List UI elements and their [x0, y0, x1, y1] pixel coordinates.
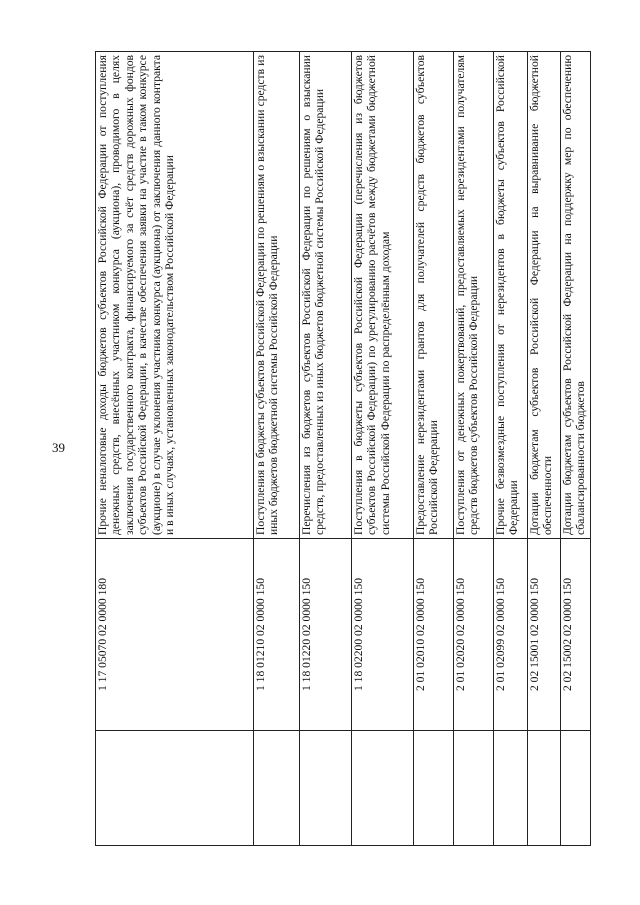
- table-row: [454, 52, 494, 846]
- table-row: [494, 52, 528, 846]
- description-cell: Предоставление нерезидентами грантов для получателей средств бюджетов субъектов Российской Федерации: [414, 52, 454, 539]
- code-cell: 1 18 01220 02 0000 150: [300, 539, 352, 731]
- table-row: [528, 52, 561, 846]
- rotated-table-content: [95, 51, 590, 846]
- description-cell: Поступления в бюджеты субъектов Российской Федерации (перечисления из бюджетов субъектов Российской Федерации) по урегулированию расчётов между бюджетами бюджетной системы Российской Федерации по распределённым доходам: [352, 52, 414, 539]
- table-row: [254, 52, 300, 846]
- code-cell: 1 17 05070 02 0000 180: [96, 539, 254, 731]
- description-cell: Прочие неналоговые доходы бюджетов субъектов Российской Федерации от поступления денежных средств, внесённых участником конкурса (аукциона), проводимого в целях заключения государственного контракта, финансируемого за счёт средств дорожных фондов субъектов Российской Федерации, в качестве обеспечения заявки на участие в таком конкурсе (аукционе) в случае уклонения участника конкурса (аукциона) от заключения данного контракта и в иных случаях, установленных законодательством Российской Федерации: [96, 52, 254, 539]
- table-row: [561, 52, 591, 846]
- empty-cell: [528, 731, 561, 846]
- empty-cell: [300, 731, 352, 846]
- description-cell: Перечисления из бюджетов субъектов Российской Федерации по решениям о взыскании средств, предоставленных из иных бюджетов бюджетной системы Российской Федерации: [300, 52, 352, 539]
- empty-cell: [414, 731, 454, 846]
- revenue-codes-table: [95, 51, 591, 846]
- empty-cell: [561, 731, 591, 846]
- rotated-table-wrapper: [95, 51, 590, 846]
- description-cell: Дотации бюджетам субъектов Российской Федерации на поддержку мер по обеспечению сбалансированности бюджетов: [561, 52, 591, 539]
- table-row: [300, 52, 352, 846]
- code-cell: 2 01 02099 02 0000 150: [494, 539, 528, 731]
- code-cell: 1 18 02200 02 0000 150: [352, 539, 414, 731]
- empty-cell: [352, 731, 414, 846]
- table-row: [414, 52, 454, 846]
- empty-cell: [254, 731, 300, 846]
- empty-cell: [96, 731, 254, 846]
- description-cell: Поступления от денежных пожертвований, предоставляемых нерезидентами получателям средств бюджетов субъектов Российской Федерации: [454, 52, 494, 539]
- description-cell: Дотации бюджетам субъектов Российской Федерации на выравнивание бюджетной обеспеченности: [528, 52, 561, 539]
- empty-cell: [454, 731, 494, 846]
- table-row: [96, 52, 254, 846]
- code-cell: 1 18 01210 02 0000 150: [254, 539, 300, 731]
- page-number: 39: [52, 440, 65, 455]
- code-cell: 2 01 02010 02 0000 150: [414, 539, 454, 731]
- code-cell: 2 01 02020 02 0000 150: [454, 539, 494, 731]
- empty-cell: [494, 731, 528, 846]
- code-cell: 2 02 15002 02 0000 150: [561, 539, 591, 731]
- table-row: [352, 52, 414, 846]
- description-cell: Поступления в бюджеты субъектов Российской Федерации по решениям о взыскании средств из иных бюджетов бюджетной системы Российской Федерации: [254, 52, 300, 539]
- code-cell: 2 02 15001 02 0000 150: [528, 539, 561, 731]
- description-cell: Прочие безвозмездные поступления от нерезидентов в бюджеты субъектов Российской Федерации: [494, 52, 528, 539]
